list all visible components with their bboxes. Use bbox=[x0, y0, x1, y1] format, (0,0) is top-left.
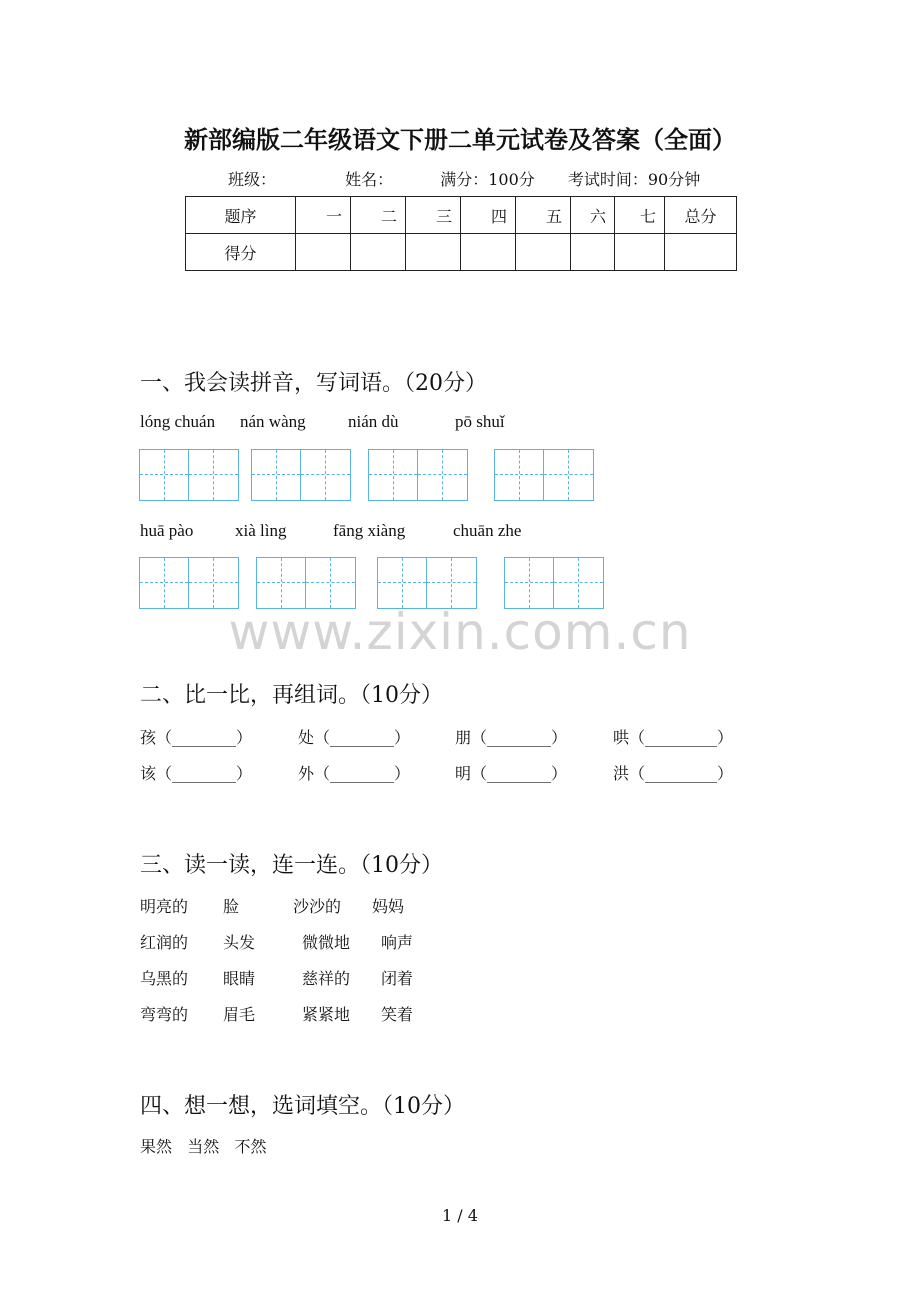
writing-grid[interactable] bbox=[494, 449, 594, 501]
pinyin-label: huā pào bbox=[140, 521, 194, 540]
score-cell[interactable] bbox=[615, 234, 665, 271]
match-word: 头发 bbox=[223, 933, 256, 952]
match-word: 眉毛 bbox=[223, 1005, 256, 1024]
score-cell[interactable] bbox=[351, 234, 406, 271]
pinyin-label: pō shuǐ bbox=[455, 412, 505, 431]
pinyin-label: fāng xiàng bbox=[333, 521, 406, 540]
section-title: 二、比一比，再组词。（10分） bbox=[140, 683, 443, 708]
exam-meta bbox=[228, 167, 728, 190]
score-cell[interactable] bbox=[406, 234, 461, 271]
match-word: 闭着 bbox=[381, 969, 414, 988]
exam-time: 考试时间：90分钟 bbox=[567, 170, 701, 189]
match-word: 明亮的 bbox=[140, 897, 189, 916]
score-cell[interactable] bbox=[665, 234, 737, 271]
match-word: 眼睛 bbox=[223, 969, 256, 988]
pinyin-label: lóng chuán bbox=[140, 412, 216, 431]
watermark: www.zixin.com.cn bbox=[228, 603, 692, 661]
score-table-row bbox=[186, 234, 737, 271]
match-word: 紧紧地 bbox=[302, 1005, 351, 1024]
match-word: 弯弯的 bbox=[140, 1005, 189, 1024]
page-number: 1 / 4 bbox=[442, 1206, 478, 1225]
page-title: 新部编版二年级语文下册二单元试卷及答案（全面） bbox=[184, 125, 736, 154]
match-word: 沙沙的 bbox=[293, 897, 342, 916]
score-table-header bbox=[186, 197, 737, 234]
pinyin-label: nán wàng bbox=[240, 412, 306, 431]
header-cell: 五 bbox=[516, 197, 571, 234]
header-cell: 一 bbox=[296, 197, 351, 234]
choice-words: 果然 当然 不然 bbox=[140, 1137, 267, 1156]
score-cell[interactable] bbox=[461, 234, 516, 271]
header-cell: 四 bbox=[461, 197, 516, 234]
full-score: 满分：100分 bbox=[440, 170, 535, 189]
compare-item[interactable]: 朋（________） bbox=[455, 728, 568, 747]
writing-grid[interactable] bbox=[368, 449, 468, 501]
compare-item[interactable]: 该（________） bbox=[140, 764, 253, 783]
pinyin-label: xià lìng bbox=[235, 521, 287, 540]
pinyin-label: nián dù bbox=[348, 412, 399, 431]
score-cell[interactable] bbox=[571, 234, 615, 271]
header-cell: 六 bbox=[571, 197, 615, 234]
compare-item[interactable]: 孩（________） bbox=[140, 728, 253, 747]
compare-item[interactable]: 外（________） bbox=[298, 764, 411, 783]
match-word: 妈妈 bbox=[372, 897, 405, 916]
writing-grid[interactable] bbox=[377, 557, 477, 609]
header-cell: 二 bbox=[351, 197, 406, 234]
match-word: 红润的 bbox=[140, 933, 189, 952]
compare-item[interactable]: 哄（_________） bbox=[613, 728, 734, 747]
score-cell[interactable] bbox=[516, 234, 571, 271]
section-title: 一、我会读拼音，写词语。（20分） bbox=[140, 371, 487, 396]
writing-grid[interactable] bbox=[139, 557, 239, 609]
header-cell: 三 bbox=[406, 197, 461, 234]
compare-item[interactable]: 处（________） bbox=[298, 728, 411, 747]
writing-grid[interactable] bbox=[251, 449, 351, 501]
writing-grid[interactable] bbox=[139, 449, 239, 501]
pinyin-label: chuān zhe bbox=[453, 521, 522, 540]
section-title: 三、读一读，连一连。（10分） bbox=[140, 853, 443, 878]
writing-grid[interactable] bbox=[504, 557, 604, 609]
compare-item[interactable]: 洪（_________） bbox=[613, 764, 734, 783]
section-title: 四、想一想，选词填空。（10分） bbox=[140, 1094, 465, 1119]
row-label: 得分 bbox=[186, 234, 296, 271]
match-word: 脸 bbox=[223, 897, 240, 916]
header-cell: 七 bbox=[615, 197, 665, 234]
header-cell: 题序 bbox=[186, 197, 296, 234]
class-field: 班级： bbox=[228, 170, 277, 189]
header-cell: 总分 bbox=[665, 197, 737, 234]
match-word: 微微地 bbox=[302, 933, 351, 952]
match-word: 响声 bbox=[381, 933, 414, 952]
match-word: 乌黑的 bbox=[140, 969, 189, 988]
name-field: 姓名： bbox=[345, 170, 394, 189]
match-word: 笑着 bbox=[381, 1005, 414, 1024]
match-word: 慈祥的 bbox=[302, 969, 351, 988]
score-cell[interactable] bbox=[296, 234, 351, 271]
score-table bbox=[185, 196, 737, 271]
compare-item[interactable]: 明（________） bbox=[455, 764, 568, 783]
writing-grid[interactable] bbox=[256, 557, 356, 609]
